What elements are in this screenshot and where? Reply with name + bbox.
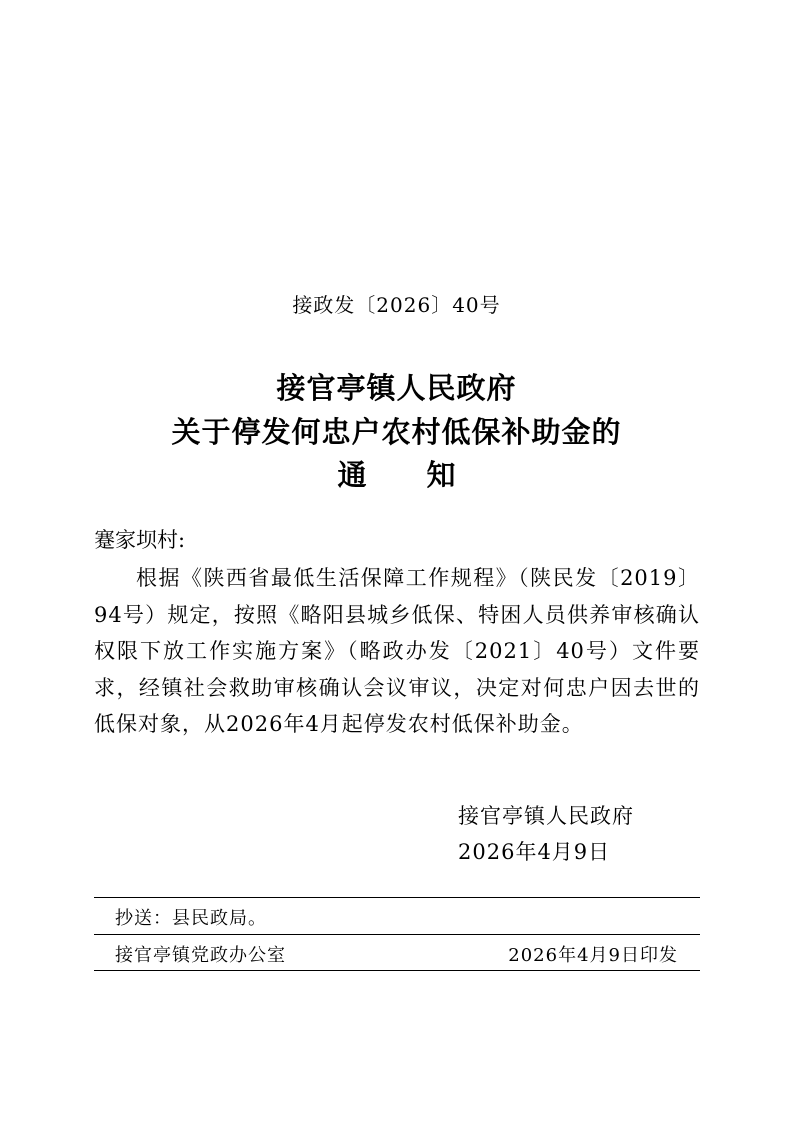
footer-middle-rule [94,934,700,935]
title-line-3: 通知 [337,458,516,492]
footer-top-rule [94,897,700,898]
footer-bottom-rule [94,970,700,971]
signature-organization: 接官亭镇人民政府 [458,804,634,828]
signature-date: 2026年4月9日 [458,840,611,864]
body-paragraph: 根据《陕西省最低生活保障工作规程》（陕民发〔2019〕94号）规定，按照《略阳县城乡低保、特困人员供养审核确认权限下放工作实施方案》（略政办发〔2021〕40号）文件要求，经镇社会救助审核确认会议审议，决定对何忠户因去世的低保对象，从2026年4月起停发农村低保补助金。 [94,566,700,736]
issue-date: 2026年4月9日印发 [508,945,678,966]
addressee: 蹇家坝村: [94,528,186,552]
issuing-office: 接官亭镇党政办公室 [115,945,286,966]
document-number: 接政发〔2026〕40号 [292,293,501,317]
title-line-2: 关于停发何忠户农村低保补助金的 [171,415,622,449]
cc-line: 抄送：县民政局。 [115,908,267,929]
title-line-1: 接官亭镇人民政府 [276,371,517,405]
